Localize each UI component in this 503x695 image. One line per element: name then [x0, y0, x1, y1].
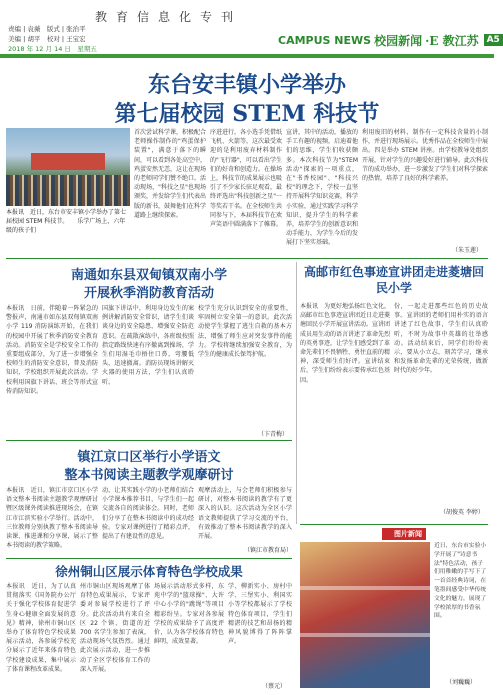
photo-news-image [300, 542, 430, 688]
lead-column: 首次尝试科学课，积极配合老师操作制作的"鸡蛋保护装置"，满意于落下的瞬间，可以看到各处高空中，鸡蛋安然无恙，这让在现场的老师同学们赞不绝口。活动现场，"科技之星"也现场颁奖，并发给学生们代表出版的新书，鼓舞他们在科学道路上继续探索。 [134, 129, 207, 219]
article-byline: （卞青梅） [258, 431, 289, 438]
photo-news-caption: 近日，东台市实验小学开展了"诗意书法"特色活动，孩子们用稚嫩的手写下了一首首经典诗词，在笔墨间感受中华传统文化的魅力，展现了学校浓厚的书香氛围。 [434, 543, 487, 620]
category-banner: 教育信息化专刊 [95, 10, 243, 24]
square-bullet-icon [386, 531, 392, 537]
article-column: 本报讯 近日，镇江市京口区小学语文整本书阅读主题教学观摩研讨暨区级课外阅读推进现场会，在镇江市江滨实验小学举行。活动中，三位教师分别执教了整本书阅读导读课、推进课和分享课，展示了整本书阅读的教学策略。 [6, 487, 98, 550]
credit-line: 责编 | 袁薇 版式 | 张治平 [8, 25, 86, 33]
lead-headline-line2: 第七届校园 STEM 科技节 [114, 101, 380, 127]
lead-column: 利用废旧的材料，制作有一定科技含量的小制作，并进行现场展示。优秀作品在全校师生中展出。四是举办 STEM 讲座。由学校教导处组织开展，针对学生的兴趣爱好进行辅导。此次科技节的成功举办，进一步激发了学生们对科学探索的热情，培养了良好的科学素养。 [362, 129, 489, 183]
date-line: 2018 年 12 月 14 日 星期五 [8, 45, 97, 53]
article-byline: （胡俊英 李婷） [440, 509, 484, 516]
page-credits [8, 24, 97, 54]
section-divider [6, 440, 292, 441]
lead-headline-line1: 东台安丰镇小学举办 [147, 72, 346, 98]
header-divider [0, 54, 494, 58]
photo-news-byline: （刘巍巍） [446, 679, 477, 686]
article-column: 校学生充分认识到安全的重要性，牢固树立安全第一的意识。此次活动使学生掌握了逃生自救的基本方法，增强了师生应对突发事件的能力。学校将继续加强安全教育，为学生的健康成长保驾护航。 [198, 305, 292, 359]
article-headline: 徐州铜山区展示体育特色学校成果 [55, 564, 243, 579]
lead-photo-caption: 本报讯 近日，东台市安丰镇小学举办了第七届校园 STEM 科技节。 乐学广场上，六年级的孩子们 [6, 209, 127, 234]
article-headline: 镇江京口区举行小学语文 [77, 450, 221, 465]
article-column: 本报讯 日前，伴随着一阵紧急的警报声，南通市如东县双甸镇双南小学 119 消防演练开始，在我们的校园中开展了秋季消防安全教育活动。消防安全是学校安全工作的重要组成部分，为了进一步增强全校师生的消防安全意识，普及消防知识，学校组织开展此次活动。学校利用国旗下讲话、班会等形式宣传消防知识。 [6, 305, 98, 395]
lead-photo [6, 128, 130, 206]
article-column: 观摩活动上，与会老师们积极参与研讨，对整本书阅读的教学有了更深入的认识。这次活动为全区小学语文教师提供了学习交流的平台，有效推动了整本书阅读教学的深入开展。 [198, 487, 292, 541]
article-column: 州市铜山区现场观摩了体育特色成果展示，专家评委对参展学校进行了评分。此次活动共有来自全区 22 个镇、街道的近 700 名学生参加了表演，活动现场气氛热烈。通过此次展示活动，进一步推动了全区学校体育工作的深入开展。 [80, 583, 150, 673]
page-number-badge: A5 [484, 34, 503, 46]
article-headline: 高邮市红色事迹宣讲团走进菱塘回民小学 [303, 265, 484, 295]
section-title-en: CAMPUS NEWS [278, 33, 372, 47]
article-column: 本报讯 为更好地弘扬红色文化，高邮市红色事迹宣讲团近日走进菱塘回民小学开展宣讲活动。宣讲团成员用生动的语言讲述了革命先烈的英勇事迹，让学生们感受到了革命先辈们不畏牺牲、勇往直前的精神，深受师生们好评。宣讲结束后，学生们纷纷表示要传承红色基因。 [300, 303, 391, 384]
credit-line: 美编 | 胡平 校对 | 王宝宏 [8, 35, 86, 43]
section-divider [300, 524, 488, 525]
article-column: 国旗下讲话中，利用身边发生的案例讲解消防安全常识，请学生们谈谈身边的安全隐患，增强安全防范意识。在疏散演练中，各班级按照指定路线快速有序撤离到操场，学生们用湿毛巾捂住口鼻，弯腰低头，迅速撤离。消防员现场讲解灭火器的使用方法，学生们认真聆听。 [102, 305, 194, 386]
article-headline: 开展秋季消防教育活动 [83, 286, 214, 301]
article-headline: 整本书阅读主题教学观摩研讨 [64, 468, 234, 483]
section-divider [6, 558, 292, 559]
section-title-cn: 校园新闻 [374, 33, 423, 48]
article-column: 份，一起走进那些红色的历史故事。宣讲团的老师们用朴实的语言讲述了红色故事，学生们认真聆听，不时为故事中英雄的壮举感动。活动结束后，同学们纷纷表示，要从小立志，刻苦学习，继承和发扬革命先辈的光荣传统，做新时代的好少年。 [394, 303, 488, 375]
photo-news-label-text: 图片新闻 [394, 530, 422, 538]
article-byline: （镇江市教育局） [244, 547, 293, 554]
article-byline: （蔡元） [262, 683, 287, 690]
section-divider [6, 258, 488, 259]
article-column: 场展示活动形式多样，东苑中学的"篮球操"、大许中心小学的"跳绳"等项目精彩纷呈。专家对各参展学校的成果给予了高度评价，认为各学校体育特色鲜明，成效显著。 [154, 583, 224, 646]
article-column: 学、柳新实小、房村中学、三堡实小、利国实小等学校都展示了学校特色体育项目，学生们精湛的技艺和昂扬的精神风貌博得了阵阵掌声。 [228, 583, 292, 646]
article-column: 本报讯 近日，为了认真贯彻落实《国务院办公厅关于强化学校体育促进学生身心健康全面发展的意见》精神，徐州市铜山区举办了体育特色学校成果展示活动，各参展学校充分展示了近年来体育特色学校建设成果，集中展示了体育课程改革成果。 [6, 583, 76, 673]
article-column: 动，让其实践小学的小老师们结合小学课本推荐书目，与学生们一起交流各自的阅读体会。同时，老师们分享了在整本书阅读中的成功经验。专家对课例进行了精彩点评，提出了有建设性的意见。 [102, 487, 194, 541]
section-title [278, 32, 503, 48]
lead-byline: （朱玉莲） [452, 247, 483, 254]
photo-news-label [382, 528, 426, 540]
section-title-suffix: ·E 教江苏 [425, 33, 479, 48]
lead-column: 宣讲，其中的活动，播放的手工有趣的视频，启迪着他们的思维，学生们收获颇多。本次科技节为"STEM 活动"探索的一项重点，在"书香校园"、"科技兴校"的理念下，学校一直坚持开展科学知识竞赛，科学小实验，通过实践学习科学知识，提升学生的科学素养，培养学生的创新意识和动手能力，为学生今后的发展打下坚实基础。 [286, 129, 359, 247]
lead-column: 序进进行，各小选手凭借纸飞机、火箭等，这次最受欢迎的是利用废弃材料制作的"飞行器"，可以看出学生们的好奇和创造力。在操场上，科技节的成果展示也吸引了不少家长驻足观看，最终评选出"科技创新之星"一等奖若干名。在全校师生共同参与下，本届科技节在欢声笑语中圆满落下了帷幕。 [210, 129, 283, 229]
article-headline: 南通如东县双甸镇双南小学 [70, 268, 227, 283]
column-divider [296, 262, 297, 524]
